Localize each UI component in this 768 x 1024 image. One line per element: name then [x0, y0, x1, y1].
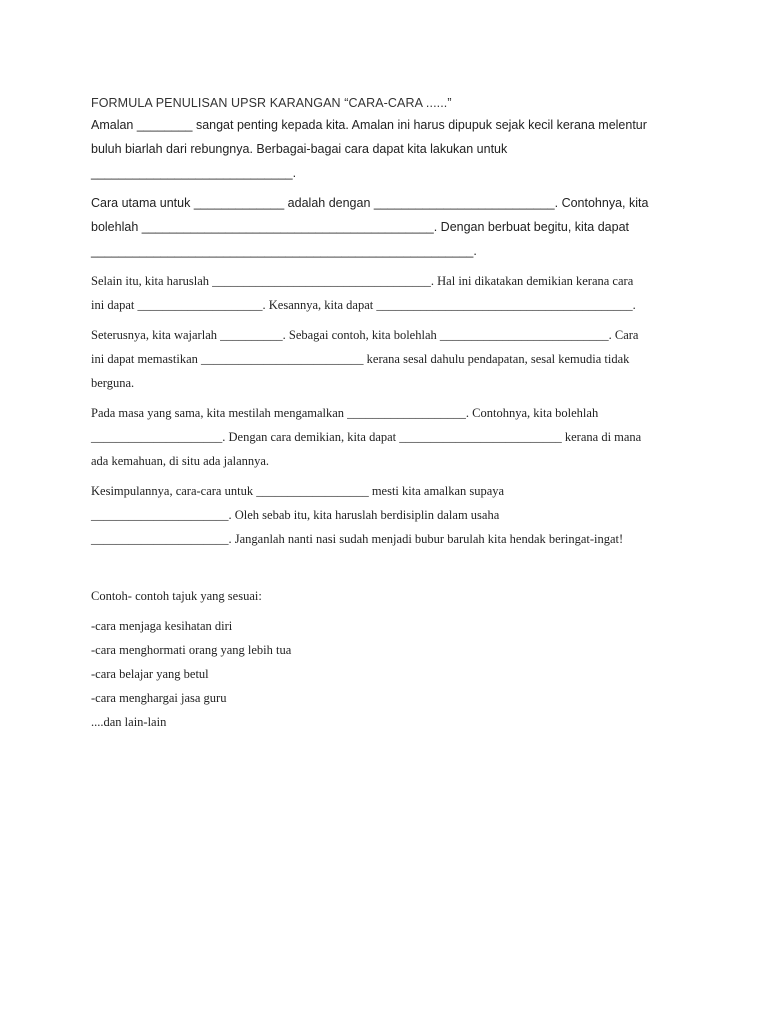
text-line: ini dapat memastikan __________________________ kerana sesal dahulu pendapatan, sesal kemudia tidak: [91, 352, 630, 366]
text-line: _____________________________.: [91, 166, 297, 180]
text-line: ada kemahuan, di situ ada jalannya.: [91, 454, 270, 468]
text-line: Cara utama untuk _____________ adalah dengan __________________________. Contohnya, kita: [91, 196, 649, 210]
document-title: FORMULA PENULISAN UPSR KARANGAN “CARA-CARA ......”: [91, 96, 452, 110]
text-line: ini dapat ____________________. Kesannya, kita dapat _________________________________________.: [91, 298, 636, 312]
text-line: Pada masa yang sama, kita mestilah mengamalkan ___________________. Contohnya, kita bolehlah: [91, 406, 599, 420]
paragraph-pada-masa: [91, 401, 691, 473]
text-line: ______________________. Janganlah nanti nasi sudah menjadi bubur barulah kita hendak beringat-ingat!: [91, 532, 624, 546]
text-line: Selain itu, kita haruslah ___________________________________. Hal ini dikatakan demikian kerana cara: [91, 274, 634, 288]
list-item: -cara belajar yang betul: [91, 667, 209, 681]
examples-heading-block: [91, 584, 691, 608]
paragraph-intro: [91, 113, 691, 185]
examples-list: [91, 614, 691, 734]
paragraph-cara-utama: [91, 191, 691, 263]
text-line: bolehlah __________________________________________. Dengan berbuat begitu, kita dapat: [91, 220, 630, 234]
document-page: [91, 93, 691, 734]
paragraph-selain-itu: [91, 269, 691, 317]
paragraph-kesimpulan: [91, 479, 691, 551]
text-line: _____________________. Dengan cara demikian, kita dapat __________________________ kerana di mana: [91, 430, 642, 444]
list-item: -cara menghormati orang yang lebih tua: [91, 643, 292, 657]
text-line: Kesimpulannya, cara-cara untuk __________________ mesti kita amalkan supaya: [91, 484, 505, 498]
paragraph-seterusnya: [91, 323, 691, 395]
list-item: ....dan lain-lain: [91, 715, 167, 729]
text-line: ______________________. Oleh sebab itu, kita haruslah berdisiplin dalam usaha: [91, 508, 500, 522]
list-item: -cara menjaga kesihatan diri: [91, 619, 233, 633]
text-line: berguna.: [91, 376, 135, 390]
text-line: buluh biarlah dari rebungnya. Berbagai-bagai cara dapat kita lakukan untuk: [91, 142, 508, 156]
text-line: Seterusnya, kita wajarlah __________. Sebagai contoh, kita bolehlah ___________________________. Cara: [91, 328, 639, 342]
text-line: _______________________________________________________.: [91, 244, 477, 258]
list-item: -cara menghargai jasa guru: [91, 691, 227, 705]
examples-heading: Contoh- contoh tajuk yang sesuai:: [91, 589, 262, 603]
text-line: Amalan ________ sangat penting kepada kita. Amalan ini harus dipupuk sejak kecil kerana melentur: [91, 118, 647, 132]
